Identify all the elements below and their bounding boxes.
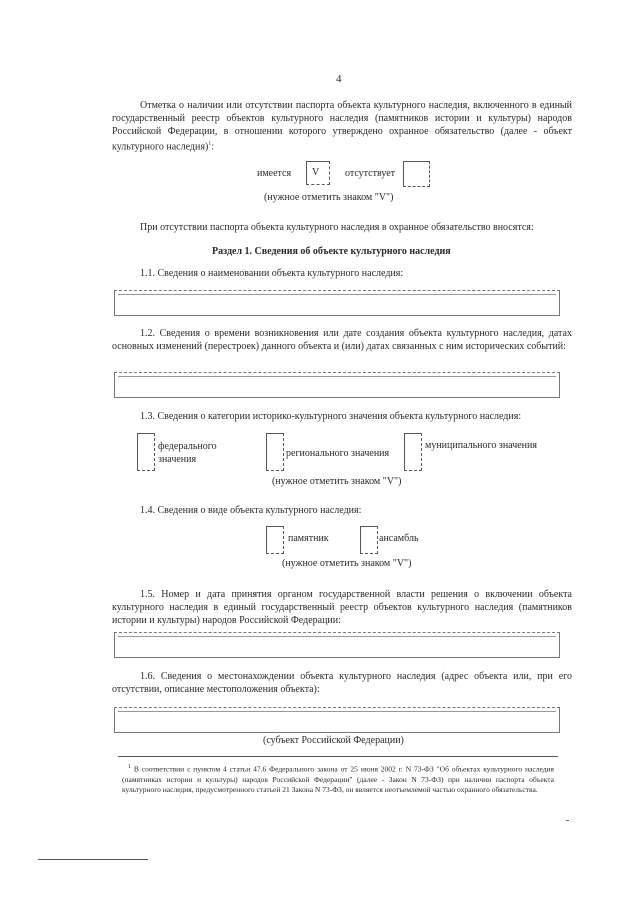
passport-note-end: : <box>211 141 215 153</box>
s1-4-label: 1.4. Сведения о виде объекта культурного наследия: <box>140 505 362 516</box>
s1-5-field[interactable] <box>114 632 560 658</box>
passport-note <box>112 99 572 153</box>
kind-monument-checkbox[interactable] <box>266 526 284 554</box>
mark-hint-3: (нужное отметить знаком "V") <box>282 558 412 569</box>
footnote-text: В соответствии с пунктом 4 статьи 47.6 Федерального закона от 25 июня 2002 г. N 73-ФЗ "Об объектах культурного наследия (памятниках истории и культуры) народов Российской Федерации" (далее - Закон N 73-ФЗ) при наличии паспорта объекта культурного наследия, предусмотренного статьей 21 Закона N 73-ФЗ, он является неотъемлемой частью охранного обязательства. <box>122 764 554 794</box>
kind-monument-label: памятник <box>288 533 329 544</box>
footnote-ref: 1 <box>208 141 212 147</box>
s1-2-label: 1.2. Сведения о времени возникновения или дате создания объекта культурного наследия, датах основных изменений (перестроек) данного объекта и (или) датах связанных с ним исторических событий: <box>112 328 572 352</box>
absent-label: отсутствует <box>345 168 396 179</box>
s1-6-field[interactable] <box>114 707 560 733</box>
s1-3-label: 1.3. Сведения о категории историко-культурного значения объекта культурного наследия: <box>140 411 522 422</box>
cat-municipal-checkbox[interactable] <box>404 433 422 471</box>
cat-federal-label: федерального значения <box>158 441 217 465</box>
page-number: 4 <box>336 73 342 85</box>
margin-mark <box>566 820 569 821</box>
bottom-rule <box>38 859 148 860</box>
subject-caption: (субъект Российской Федерации) <box>263 735 404 746</box>
mark-hint: (нужное отметить знаком "V") <box>264 192 394 203</box>
kind-ensemble-checkbox[interactable] <box>360 526 378 554</box>
absent-checkbox[interactable] <box>403 161 430 187</box>
mark-hint-2: (нужное отметить знаком "V") <box>272 476 402 487</box>
has-mark: V <box>312 167 320 178</box>
has-label: имеется <box>257 168 292 179</box>
cat-regional-checkbox[interactable] <box>266 433 284 471</box>
s1-2-field[interactable] <box>114 372 560 398</box>
footnote-number: 1 <box>128 764 131 770</box>
passport-note-text: Отметка о наличии или отсутствии паспорта объекта культурного наследия, включенного в единый государственный реестр объектов культурного наследия (памятников истории и культуры) народов Российской Федерации, в отношении которого утверждено охранное обязательство (далее - объект культурного наследия) <box>112 100 572 153</box>
cat-regional-label: регионального значения <box>286 448 390 459</box>
cat-municipal-label: муниципального значения <box>425 440 537 451</box>
s1-6-label: 1.6. Сведения о местонахождении объекта культурного наследия (адрес объекта или, при его отсутствии, описание местоположения объекта): <box>112 671 572 695</box>
s1-1-field[interactable] <box>114 290 560 316</box>
has-checkbox[interactable] <box>306 161 330 185</box>
absence-intro: При отсутствии паспорта объекта культурного наследия в охранное обязательство вносятся: <box>140 222 534 233</box>
footnote <box>122 762 554 795</box>
s1-5-label: 1.5. Номер и дата принятия органом государственной власти решения о включении объекта культурного наследия в единый государственный реестр объектов культурного наследия (памятников истории и культуры) народов Российской Федерации: <box>112 589 572 626</box>
s1-1-label: 1.1. Сведения о наименовании объекта культурного наследия: <box>140 268 404 279</box>
kind-ensemble-label: ансамбль <box>379 533 419 544</box>
cat-federal-checkbox[interactable] <box>137 433 155 471</box>
footnote-divider <box>118 756 558 757</box>
section-title: Раздел 1. Сведения об объекте культурного наследия <box>212 246 451 257</box>
